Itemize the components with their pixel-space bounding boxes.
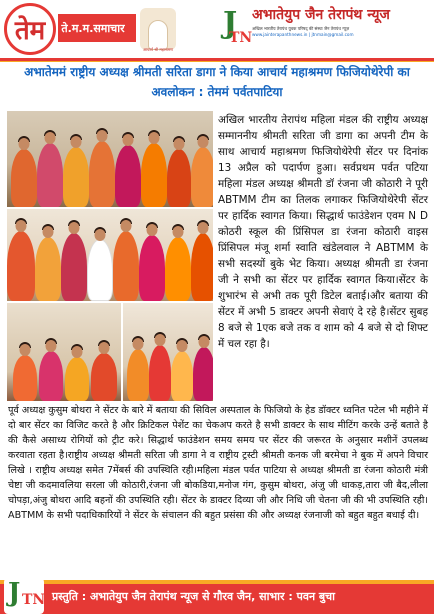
group-photo-center (6, 208, 214, 302)
footer (0, 578, 434, 614)
jtn-logo-tn: TN (229, 30, 253, 46)
acharya-portrait-icon (140, 8, 176, 50)
meeting-photo-left (6, 302, 122, 402)
article-column-text: अखिल भारतीय तेरापंथ महिला मंडल की राष्ट्रीय अध्यक्ष सम्माननीय श्रीमती सरिता जी डागा का अपनी टीम के साथ आचार्य महाश्रमण फिजियोथेरेपी सेंटर पर दिनांक 13 अप्रैल को पदार्पण हुआ। सर्वप्रथम पर्वत पटिया महिला मंडल अध्यक्ष श्रीमती डॉ रंजना जी कोठारी ने पूरी ABTMM टीम का तिलक लगाकर फिजियोथेरेपी सेंटर पर हार्दिक स्वागत किया। सिद्धार्थ फाउंडेशन एवम N D कोठरी स्कूल की प्रिंसिपल डा रंजना कोठारी वाइस प्रिंसिपल मंजू शर्मा स्वाति खंडेलवाल ने ABTMM के सभी सदस्यों बुके भेट किया। अध्यक्ष श्रीमती डा रंजना जी ने सभी का सेंटर पर हार्दिक स्वागत किया।सेंटर के शुभारंभ से अभी तक पूरी डिटेल बताई।और बताया की सेंटर में अभी 5 डाक्टर अपनी सेवाएं दे रहे है।सेंटर सुबह 8 बजे से 1एक बजे तक व शाम को 4 बजे से दो शिफ्ट में चल रहा है। (218, 114, 428, 350)
group-photo-bouquets (6, 110, 214, 208)
logo-glyph: तेम (14, 16, 46, 46)
brand-subtitle: अखिल भारतीय तेरापंथ युवक परिषद् की संस्था जैन तेरापंथ न्यूज़ (252, 26, 350, 31)
footer-credit: प्रस्तुति : अभातेयुप जैन तेरापंथ न्यूज से गौरव जैन, साभार : पवन बुचा (52, 590, 336, 603)
footer-logo-tn: TN (22, 592, 46, 608)
photo-collage (6, 110, 214, 402)
jtn-logo-j: J (223, 6, 238, 41)
header (0, 0, 434, 58)
jtn-logo (221, 6, 253, 50)
headline: अभातेममं राष्ट्रीय अध्यक्ष श्रीमती सरिता डागा ने किया आचार्य महाश्रमण फिजियोथेरेपी का अवलोकन : तेममं पर्वतपाटिया (24, 65, 410, 99)
news-tag: ते.म.म.समाचार (58, 14, 128, 42)
terapanth-mahila-mandal-logo (4, 3, 56, 55)
footer-jtn-logo (4, 578, 44, 614)
brand-title: अभातेयुप जैन तेरापंथ न्यूज (252, 7, 390, 23)
article-full-text: पूर्व अध्यक्ष कुसुम बोथरा ने सेंटर के बारे में बताया की सिविल अस्पताल के फिजियो के हेड डॉक्टर ध्वनित पटेल भी महीने में दो बार सेंटर का विजिट करते है और क्रिटिकल पेशेंट का चेकअप करते है सभी डाक्टर के साथ मीटिंग करके उन्हें बताते है की कैसे असाध्य रोगियों को ट्रीट करे। सिद्धार्थ फाउंडेशन समय समय पर सेंटर की जरूरत के अनुसार मशीनें उपलब्ध करवाता रहता है।राष्ट्रीय अध्यक्ष श्रीमती सरिता जी डागा ने व राष्ट्रीय ट्रस्टी श्रीमती कनक जी बरमेचा ने बुक में अपने विचार लिखे । राष्ट्रीय अध्यक्ष समेत 7मेंबर्स की उपस्थिति रही।महिला मंडल पर्वत पाटिया से अध्यक्ष श्रीमती डा रंजना कोठारी मंत्री चेष्टा जी कदमावलिया सरला जी कोठारी,रंजना जी बोकडिया,मनोज गंग, कुसुम बोथरा, अंजु जी धाकड़,तारा जी बैद,लीला चोपड़ा,अंजु बोथरा आदि बहनों की उपस्थिति रही। सेंटर के डाक्टर दिव्या जी और निधि जी चेतना जी की भी उपस्थिति रही।ABTMM के सभी पदाधिकारियों ने सेंटर के संचालन की बहुत प्रसंसा की और अध्यक्ष रंजनाजी को बहुत बहुत बधाई दी। (8, 405, 428, 521)
meeting-photo-right (122, 302, 214, 402)
acharya-figure (148, 20, 168, 50)
footer-logo-j: J (8, 578, 21, 608)
acharya-caption: आचार्य श्री महाश्रमण (142, 47, 174, 52)
brand-url: www.jainterapanthnews.in | jtnmain@gmail.com (252, 32, 354, 38)
brand-block (252, 5, 432, 53)
